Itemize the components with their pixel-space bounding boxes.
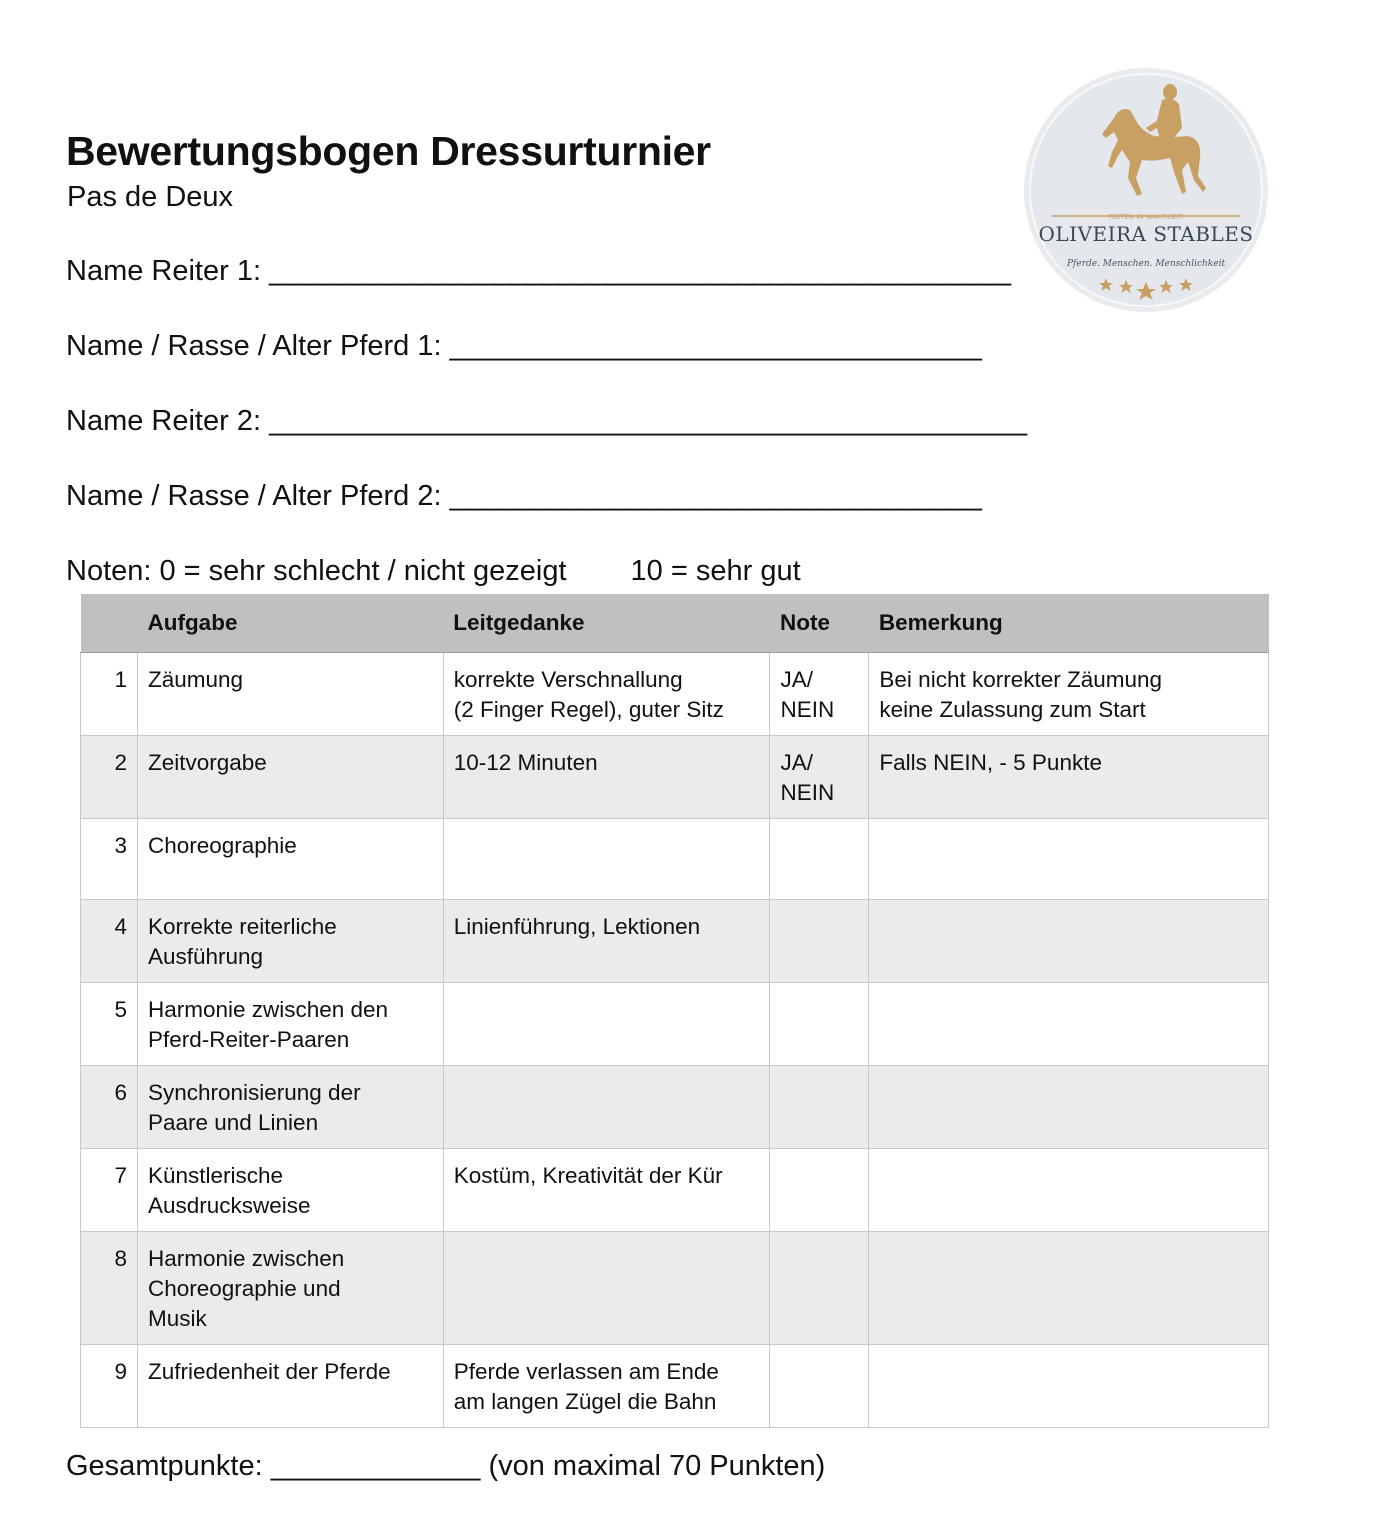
cell-aufgabe-line: Harmonie zwischen — [147, 1246, 345, 1271]
cell-note-line: NEIN — [780, 697, 835, 722]
logo-name: OLIVEIRA STABLES — [1038, 222, 1254, 246]
cell-aufgabe-line: Choreographie — [147, 833, 297, 858]
cell-bemerkung-line: keine Zulassung zum Start — [879, 697, 1146, 722]
cell-aufgabe-line: Zäumung — [147, 667, 244, 692]
cell-aufgabe-line: Ausdrucksweise — [147, 1193, 311, 1218]
cell-num: 8 — [81, 1232, 138, 1345]
cell-aufgabe — [137, 1066, 443, 1149]
score-table — [80, 594, 1269, 1428]
field-horse-1[interactable] — [66, 330, 982, 363]
header-num — [81, 594, 138, 653]
field-blank[interactable]: _________________________________ — [449, 480, 982, 512]
cell-leitgedanke-line: am langen Zügel die Bahn — [453, 1389, 717, 1414]
table-row — [81, 900, 1269, 983]
cell-bemerkung[interactable] — [869, 983, 1269, 1066]
table-row — [81, 1345, 1269, 1428]
cell-aufgabe — [137, 653, 443, 736]
cell-note[interactable] — [770, 1066, 869, 1149]
total-note: (von maximal 70 Punkten) — [488, 1450, 826, 1482]
table-row — [81, 653, 1269, 736]
cell-leitgedanke-line: Linienführung, Lektionen — [453, 914, 701, 939]
cell-leitgedanke-line: Pferde verlassen am Ende — [453, 1359, 719, 1384]
cell-bemerkung[interactable] — [869, 653, 1269, 736]
total-blank[interactable]: _____________ — [270, 1450, 481, 1482]
cell-note[interactable] — [770, 653, 869, 736]
cell-aufgabe-line: Korrekte reiterliche — [147, 914, 337, 939]
cell-aufgabe-line: Harmonie zwischen den — [147, 997, 389, 1022]
cell-note[interactable] — [770, 983, 869, 1066]
cell-note[interactable] — [770, 1345, 869, 1428]
cell-aufgabe — [137, 1149, 443, 1232]
logo-tagline: Pferde. Menschen. Menschlichkeit — [1066, 259, 1226, 269]
cell-leitgedanke — [443, 983, 770, 1066]
table-row — [81, 736, 1269, 819]
cell-aufgabe-line: Synchronisierung der — [147, 1080, 361, 1105]
cell-aufgabe — [137, 736, 443, 819]
field-label: Name Reiter 1: — [66, 255, 262, 287]
cell-num: 2 — [81, 736, 138, 819]
logo-top-text: REITEN IN WAHRHEIT — [1108, 213, 1184, 221]
cell-note-line: JA/ — [780, 750, 813, 775]
header-bemerkung: Bemerkung — [869, 594, 1269, 653]
cell-aufgabe — [137, 983, 443, 1066]
field-rider-1[interactable] — [66, 255, 1011, 288]
field-blank[interactable]: _______________________________________________ — [269, 405, 1028, 437]
cell-aufgabe-line: Pferd-Reiter-Paaren — [147, 1027, 350, 1052]
cell-bemerkung[interactable] — [869, 1232, 1269, 1345]
cell-leitgedanke — [443, 1345, 770, 1428]
cell-leitgedanke — [443, 1149, 770, 1232]
field-label: Name / Rasse / Alter Pferd 2: — [66, 480, 442, 512]
cell-bemerkung[interactable] — [869, 1066, 1269, 1149]
grading-scale — [66, 555, 801, 588]
field-label: Name / Rasse / Alter Pferd 1: — [66, 330, 442, 362]
table-row — [81, 983, 1269, 1066]
cell-leitgedanke-line: Kostüm, Kreativität der Kür — [453, 1163, 723, 1188]
cell-note-line: NEIN — [780, 780, 835, 805]
oliveira-stables-logo — [1022, 66, 1270, 314]
cell-leitgedanke-line: 10-12 Minuten — [453, 750, 598, 775]
page-title: Bewertungsbogen Dressurturnier — [66, 128, 711, 174]
cell-note[interactable] — [770, 1149, 869, 1232]
cell-bemerkung[interactable] — [869, 1149, 1269, 1232]
cell-aufgabe-line: Zeitvorgabe — [147, 750, 267, 775]
table-row — [81, 1149, 1269, 1232]
total-label: Gesamtpunkte: — [66, 1450, 263, 1482]
cell-leitgedanke — [443, 1232, 770, 1345]
cell-leitgedanke-line: korrekte Verschnallung — [453, 667, 683, 692]
cell-leitgedanke — [443, 900, 770, 983]
cell-aufgabe-line: Musik — [147, 1306, 207, 1331]
cell-bemerkung-line: Falls NEIN, - 5 Punkte — [879, 750, 1102, 775]
cell-num: 1 — [81, 653, 138, 736]
cell-bemerkung[interactable] — [869, 900, 1269, 983]
table-header-row — [81, 594, 1269, 653]
cell-leitgedanke-line: (2 Finger Regel), guter Sitz — [453, 697, 724, 722]
cell-note[interactable] — [770, 900, 869, 983]
page-subtitle: Pas de Deux — [67, 181, 234, 213]
cell-num: 7 — [81, 1149, 138, 1232]
cell-bemerkung-line: Bei nicht korrekter Zäumung — [879, 667, 1163, 692]
cell-aufgabe — [137, 900, 443, 983]
field-horse-2[interactable] — [66, 480, 982, 513]
header-leitgedanke: Leitgedanke — [443, 594, 770, 653]
field-blank[interactable]: _________________________________ — [449, 330, 982, 362]
header-aufgabe: Aufgabe — [137, 594, 443, 653]
cell-leitgedanke — [443, 653, 770, 736]
cell-note[interactable] — [770, 819, 869, 900]
field-blank[interactable]: ______________________________________________ — [269, 255, 1011, 287]
cell-aufgabe — [137, 1232, 443, 1345]
table-row — [81, 1232, 1269, 1345]
cell-aufgabe-line: Paare und Linien — [147, 1110, 319, 1135]
field-label: Name Reiter 2: — [66, 405, 262, 437]
cell-num: 4 — [81, 900, 138, 983]
table-row — [81, 1066, 1269, 1149]
cell-aufgabe-line: Ausführung — [147, 944, 264, 969]
cell-bemerkung[interactable] — [869, 1345, 1269, 1428]
cell-bemerkung[interactable] — [869, 819, 1269, 900]
cell-bemerkung[interactable] — [869, 736, 1269, 819]
cell-note-line: JA/ — [780, 667, 813, 692]
cell-aufgabe-line: Choreographie und — [147, 1276, 341, 1301]
field-rider-2[interactable] — [66, 405, 1027, 438]
cell-leitgedanke — [443, 736, 770, 819]
cell-leitgedanke — [443, 1066, 770, 1149]
scale-max: 10 = sehr gut — [630, 555, 801, 587]
table-row — [81, 819, 1269, 900]
cell-note[interactable] — [770, 1232, 869, 1345]
cell-num: 9 — [81, 1345, 138, 1428]
cell-num: 3 — [81, 819, 138, 900]
header-note: Note — [770, 594, 869, 653]
cell-aufgabe — [137, 819, 443, 900]
cell-note[interactable] — [770, 736, 869, 819]
total-points — [66, 1450, 825, 1483]
cell-aufgabe-line: Zufriedenheit der Pferde — [147, 1359, 391, 1384]
cell-leitgedanke — [443, 819, 770, 900]
cell-num: 5 — [81, 983, 138, 1066]
scale-min: Noten: 0 = sehr schlecht / nicht gezeigt — [66, 555, 567, 587]
cell-aufgabe — [137, 1345, 443, 1428]
cell-num: 6 — [81, 1066, 138, 1149]
cell-aufgabe-line: Künstlerische — [147, 1163, 284, 1188]
